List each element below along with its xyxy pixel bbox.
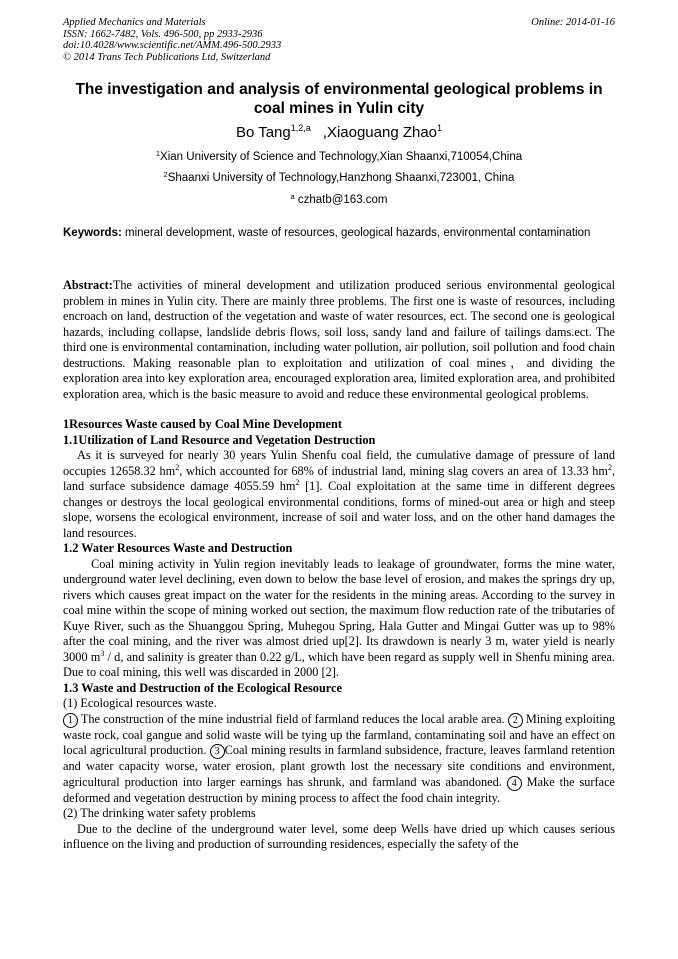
keywords-label: Keywords: (63, 227, 122, 239)
keywords (63, 226, 615, 242)
abstract-text: The activities of mineral development and utilization produced serious environmental geological problem in mines in Yulin city. There are mainly three problems. The first one is waste of resources, including encroach on land, destruction of the vegetation and waste of water resources, ect. The second one is geological hazards, including collapse, landslide debris flows, soil loss, sandy land and failure of tailings dams.ect. The third one is environmental contamination, including water pollution, air pollution, soil pollution and food chain destructions. Making reasonable plan to exploitation and utilization of coal mines，and dividing the exploration area into key exploration area, encouraged exploration area, limited exploration area, and prohibited exploration area, which is the basic measure to avoid and reduce these environmental geological problems. (63, 278, 615, 401)
affiliation (63, 150, 615, 164)
journal-header (63, 17, 615, 63)
subsection-heading: 1.2 Water Resources Waste and Destruction (63, 541, 293, 555)
issn-line: ISSN: 1662-7482, Vols. 496-500, pp 2933-2936 (63, 28, 263, 40)
circled-number: 2 (508, 713, 523, 728)
affiliation-sup: 1 (155, 149, 161, 158)
keywords-text: mineral development, waste of resources, geological hazards, environmental contamination (121, 227, 591, 239)
circled-number: 4 (507, 776, 522, 791)
copyright-line: © 2014 Trans Tech Publications Ltd, Switzerland (63, 51, 271, 63)
author-name: Bo Tang (235, 124, 291, 141)
list-item: (2) The drinking water safety problems (63, 806, 256, 820)
subsection-heading: 1.1Utilization of Land Resource and Vegetation Destruction (63, 432, 376, 447)
circled-number: 1 (63, 713, 78, 728)
author-name: ,Xiaoguang Zhao (322, 124, 438, 141)
list-item: (1) Ecological resources waste. (63, 696, 217, 710)
author-line (63, 123, 615, 143)
paragraph: Due to the decline of the underground water level, some deep Wells have dried up which causes serious influence on the living and production of surrounding residences, especially the safety of the (63, 821, 615, 851)
affiliation-text: Shaanxi University of Technology,Hanzhong Shaanxi,723001, China (167, 172, 515, 184)
paper-title: The investigation and analysis of environmental geological problems in coal mines in Yulin city (75, 81, 603, 117)
paragraph: 1 The construction of the mine industrial field of farmland reduces the local arable area. 2 Mining exploiting waste rock, coal gangue and solid waste will be tying up the farmland, contaminating soil and have an effect on local agricultural production. 3 Coal mining results in farmland subsidence, fracture, leaves farmland retention and water capacity worse, water erosion, plant growth lost the necessary site conditions and environment, agricultural production into larger earnings has shrunk, and farmland was abandoned. 4 Make the surface deformed and vegetation destruction by mining process to affect the food chain integrity. (63, 711, 615, 805)
body-text (63, 278, 615, 853)
affiliation (63, 171, 615, 185)
author-superscript: 1,2,a (290, 123, 311, 133)
affiliation-text: Xian University of Science and Technology,Xian Shaanxi,710054,China (160, 151, 523, 163)
author-superscript: 1 (437, 123, 443, 133)
paragraph: As it is surveyed for nearly 30 years Yulin Shenfu coal field, the cumulative damage of pressure of land occupies 12658.32 $hm^2$, which accounted for 68% of industrial land, mining slag covers an area of 13.33 $hm^2$, land surface subsidence damage 4055.59 $hm^2$ [1]. Coal exploitation at the same time in different degrees changes or destroys the local geological environmental conditions, forms of mined-out area or high and steep slope, worsens the ecological environment, increase of soil and water loss, and on the other hand damages the land resources. (63, 448, 616, 540)
subsection-heading: 1.3 Waste and Destruction of the Ecological Resource (63, 680, 342, 695)
email-line (63, 193, 615, 207)
doi-line: doi:10.4028/www.scientific.net/AMM.496-500.2933 (63, 40, 282, 51)
online-date: Online: 2014-01-16 (531, 17, 615, 28)
affiliation-sup: 2 (163, 170, 168, 179)
abstract-label: Abstract: (63, 278, 113, 292)
paragraph: Coal mining activity in Yulin region inevitably leads to leakage of groundwater, forms the mine water, underground water level declining, even down to below the base level of erosion, and makes the springs dry up, rivers which causes great impact on the water for the residents in the mining areas. According to the survey in coal mine within the scope of mining worked out section, the maximum flow reduction rate of the tributaries of Kuye River, such as the Shuanggou Spring, Muhegou Spring, Hala Gutter and Mingai Gutter was up to 98% after the coal mining, and the river was almost dried up[2]. Its drawdown is nearly 3 m, water yield is nearly 3000 $m^3$ / d, and salinity is greater than 0.22 g/L, which have been regard as supply well in Shenfu mining area. Due to coal mining, this well was discarded in 2000 [2]. (63, 556, 615, 679)
journal-name: Applied Mechanics and Materials (63, 17, 206, 28)
section-heading: 1Resources Waste caused by Coal Mine Development (63, 417, 342, 431)
affiliation-sup: a (290, 192, 295, 201)
email-address: czhatb@163.com (294, 194, 388, 206)
circled-number: 3 (210, 744, 225, 759)
abstract (63, 278, 615, 402)
